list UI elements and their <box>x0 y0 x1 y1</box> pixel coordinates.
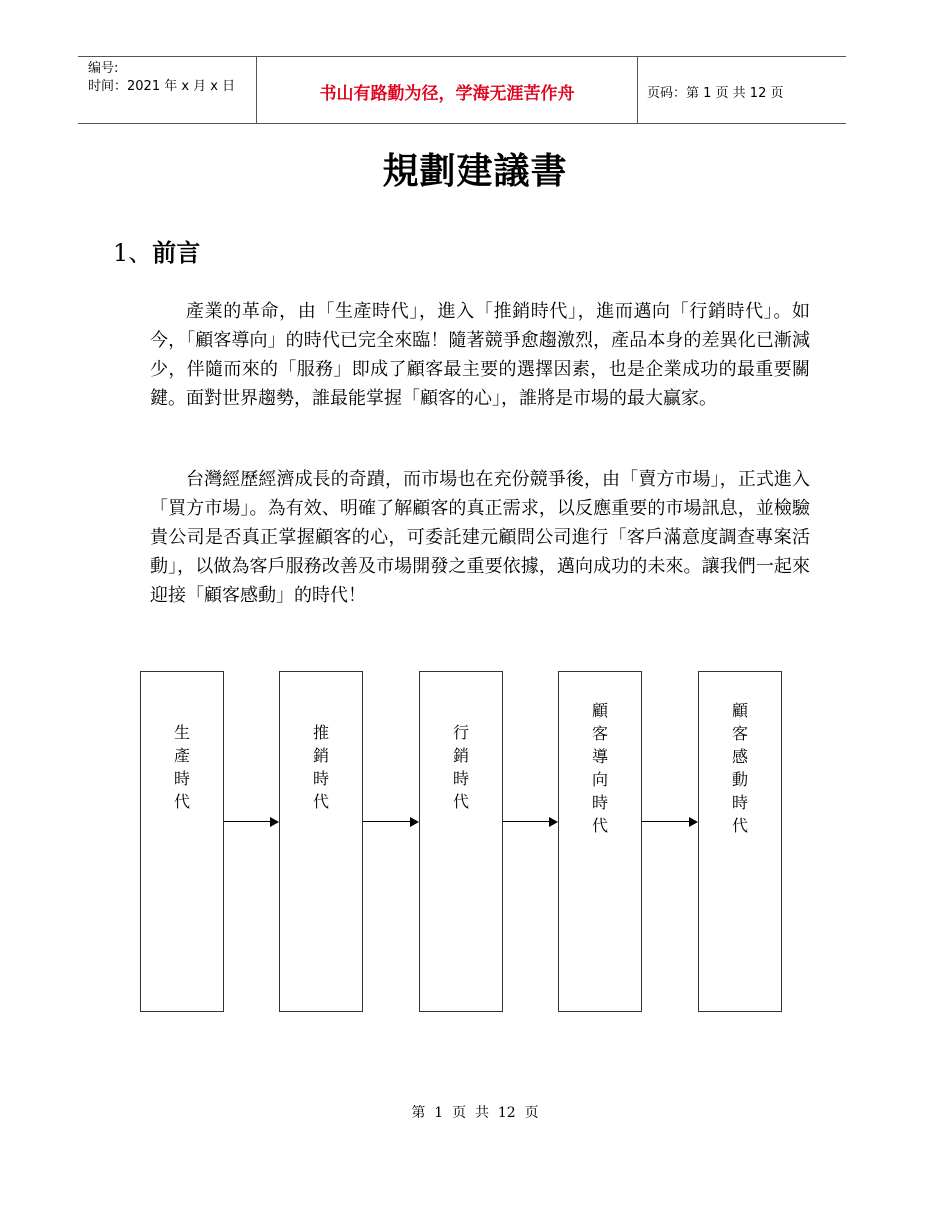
flow-box-customer-touched <box>698 671 782 1012</box>
section-heading <box>113 238 200 268</box>
page-header <box>78 56 846 124</box>
header-meta-cell <box>78 57 256 123</box>
flow-arrow-4 <box>642 821 698 823</box>
flow-box-production <box>140 671 224 1012</box>
flow-label-sales: 推 銷 時 代 <box>312 723 329 811</box>
flow-arrow-3 <box>503 821 558 823</box>
page-code: 页码：第 1 页 共 12 页 <box>647 86 784 101</box>
document-title: 規劃建議書 <box>382 151 568 192</box>
paragraph-2: 台灣經歷經濟成長的奇蹟，而市場也在充份競爭後，由「賣方市場」，正式進入「買方市場」。為有效、明確了解顧客的真正需求，以反應重要的市場訊息，並檢驗貴公司是否真正掌握顧客的心，可委託建元顧問公司進行「客戶滿意度調查專案活動」，以做為客戶服務改善及市場開發之重要依據，邁向成功的未來。讓我們一起來迎接「顧客感動」的時代！ <box>150 469 810 606</box>
page-footer: 第 1 页 共 12 页 <box>411 1105 539 1121</box>
section-number: 1、 <box>113 239 153 267</box>
flow-arrow-1 <box>224 821 279 823</box>
flow-label-customer-oriented: 顧 客 導 向 時 代 <box>591 701 608 835</box>
header-page-cell <box>637 57 846 123</box>
header-motto: 书山有路勤为径，学海无涯苦作舟 <box>319 84 575 104</box>
time-label: 时间：2021 年 x 月 x 日 <box>88 79 236 94</box>
paragraph-1: 產業的革命，由「生產時代」，進入「推銷時代」，進而邁向「行銷時代」。如今，「顧客導向」的時代已完全來臨！隨著競爭愈趨激烈，產品本身的差異化已漸減少，伴隨而來的「服務」即成了顧客最主要的選擇因素，也是企業成功的最重要關鍵。面對世界趨勢，誰最能掌握「顧客的心」，誰將是市場的最大贏家。 <box>150 301 810 409</box>
flow-label-marketing: 行 銷 時 代 <box>452 723 469 811</box>
section-title: 前言 <box>152 239 201 267</box>
flow-arrow-2 <box>363 821 419 823</box>
header-motto-cell <box>256 57 638 123</box>
flow-box-sales <box>279 671 363 1012</box>
flow-label-production: 生 產 時 代 <box>173 723 190 811</box>
flow-label-customer-touched: 顧 客 感 動 時 代 <box>731 701 748 835</box>
flow-box-customer-oriented <box>558 671 642 1012</box>
number-label: 编号: <box>88 61 119 76</box>
flow-box-marketing <box>419 671 503 1012</box>
